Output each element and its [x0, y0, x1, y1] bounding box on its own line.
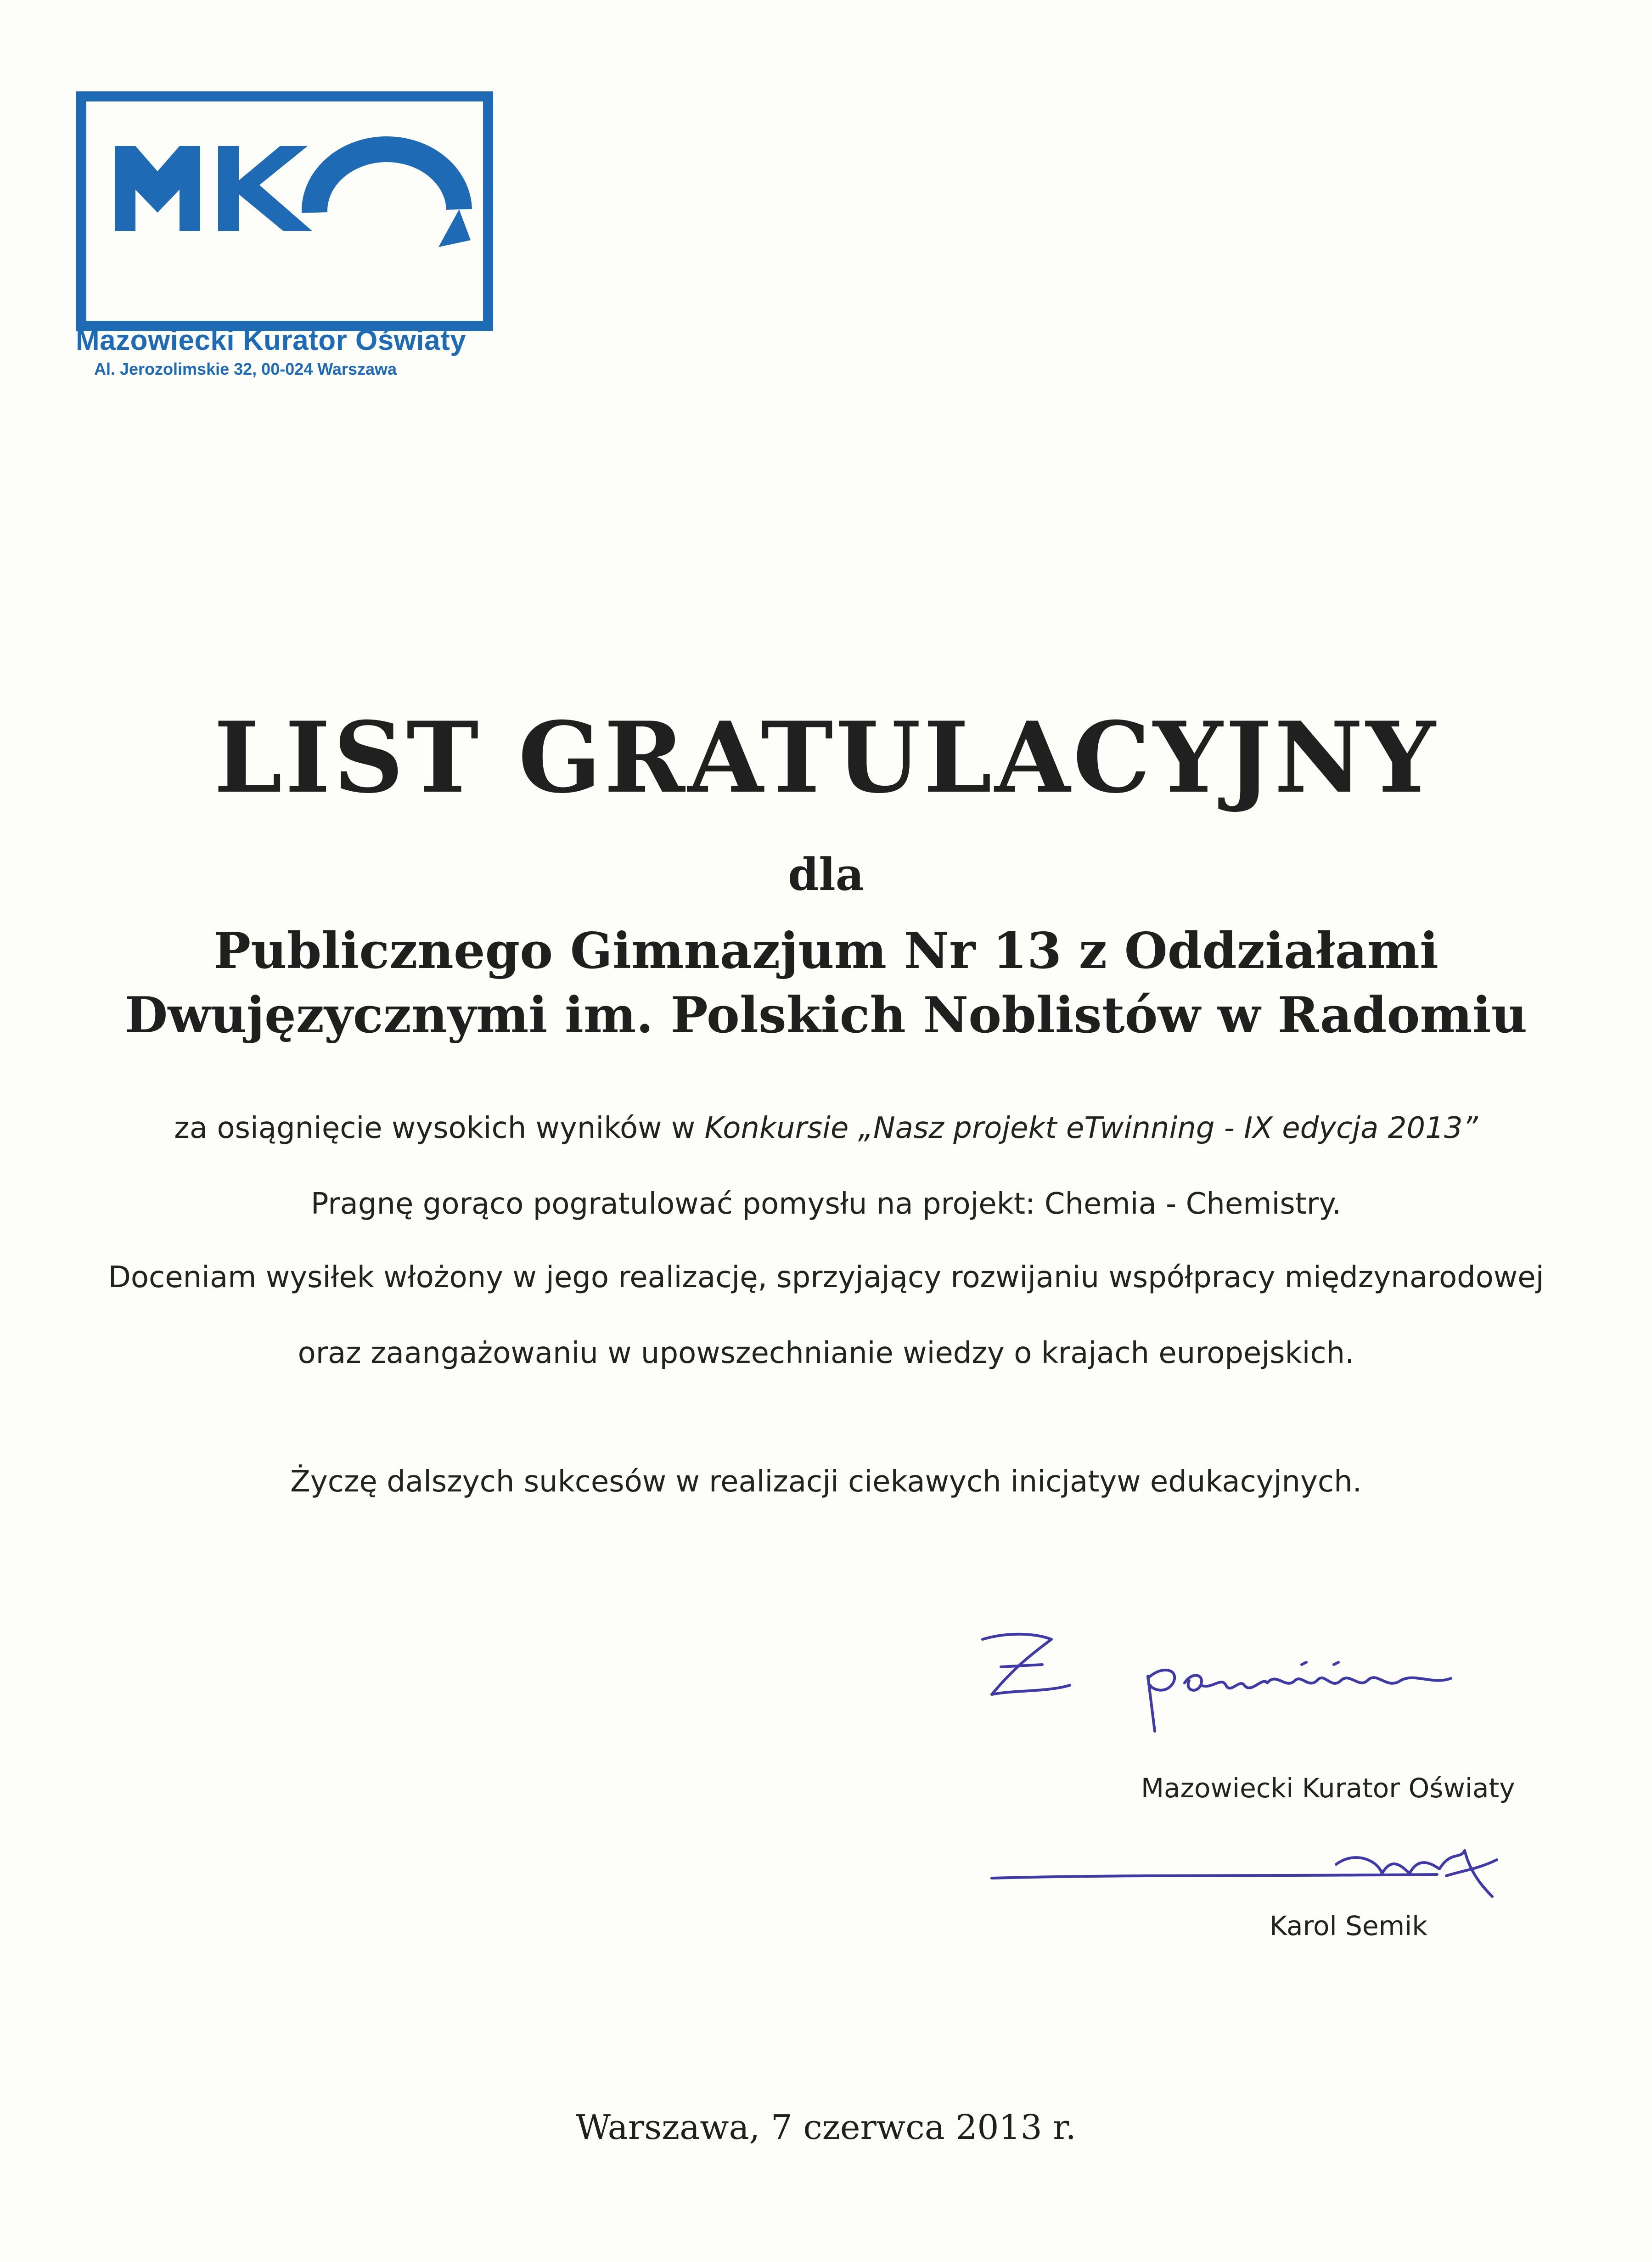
document-title: LIST GRATULACYJNY	[214, 700, 1438, 815]
competition-name: Konkursie „Nasz projekt eTwinning - IX edycja 2013”	[704, 1111, 1478, 1145]
body-line-1	[0, 1111, 1652, 1145]
recipient-line-2: Dwujęzycznymi im. Polskich Noblistów w Radomiu	[124, 986, 1528, 1044]
signatory-role: Mazowiecki Kurator Oświaty	[1141, 1772, 1515, 1804]
signatory-name: Karol Semik	[1270, 1910, 1427, 1941]
recipient-line-1: Publicznego Gimnazjum Nr 13 z Oddziałami	[214, 922, 1438, 980]
logo-address: Al. Jerozolimskie 32, 00-024 Warszawa	[94, 360, 397, 378]
body-line-3: Doceniam wysiłek włożony w jego realizację, sprzyjający rozwijaniu współpracy międzynarodowej	[108, 1260, 1544, 1294]
logo	[76, 91, 535, 380]
wishes-line: Życzę dalszych sukcesów w realizacji ciekawych inicjatyw edukacyjnych.	[290, 1465, 1362, 1499]
dla-label: dla	[788, 849, 864, 900]
body-line-1-prefix: za osiągnięcie wysokich wyników w	[174, 1111, 705, 1145]
logo-name: Mazowiecki Kurator Oświaty	[76, 325, 466, 356]
handwritten-greeting	[964, 1621, 1515, 1740]
mko-logo-mark	[76, 91, 494, 332]
handwritten-signature	[987, 1832, 1538, 1910]
body-line-4: oraz zaangażowaniu w upowszechnianie wiedzy o krajach europejskich.	[298, 1336, 1354, 1370]
place-and-date: Warszawa, 7 czerwca 2013 r.	[576, 2108, 1076, 2147]
body-line-2: Pragnę gorąco pogratulować pomysłu na projekt: Chemia - Chemistry.	[310, 1187, 1342, 1221]
